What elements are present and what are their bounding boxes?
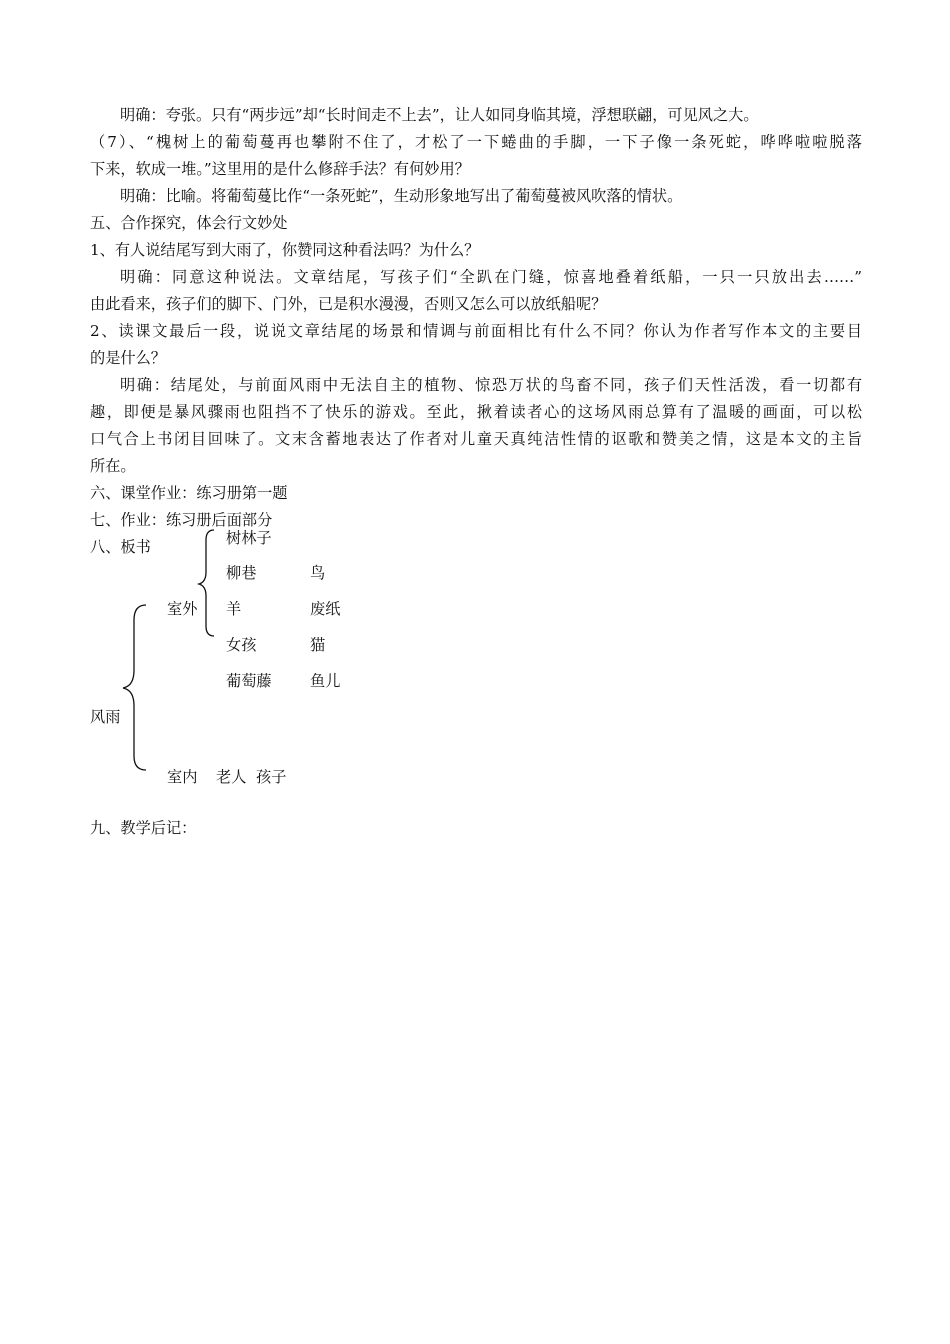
board-item-fish: 鱼儿 [310, 672, 341, 690]
section-7-heading: 七、作业：练习册后面部分 [90, 511, 273, 529]
question-7-line-1: （7）、“槐树上的葡萄蔓再也攀附不住了，才松了一下蜷曲的手脚，一下子像一条死蛇，哗哗啦啦脱落 [90, 133, 862, 151]
board-item-cat: 猫 [310, 636, 326, 654]
board-item-waste-paper: 废纸 [310, 600, 341, 618]
question-1: 1、有人说结尾写到大雨了，你赞同这种看法吗？为什么？ [90, 241, 480, 259]
answer-3-line-2: 由此看来，孩子们的脚下、门外，已是积水漫漫，否则又怎么可以放纸船呢？ [90, 295, 607, 313]
board-root-label: 风雨 [90, 708, 121, 726]
section-9-heading: 九、教学后记： [90, 819, 197, 837]
answer-4-line-4: 所在。 [90, 457, 136, 475]
board-indoor-items: 老人 孩子 [216, 768, 287, 786]
board-item-sheep: 羊 [226, 600, 242, 618]
answer-paragraph-1: 明确：夸张。只有“两步远”却“长时间走不上去”，让人如同身临其境，浮想联翩，可见风之大。 [120, 106, 759, 124]
answer-4-line-2: 趣，即便是暴风骤雨也阻挡不了快乐的游戏。至此，揪着读者心的这场风雨总算有了温暖的画面，可以松 [90, 403, 862, 421]
board-item-willow-lane: 柳巷 [226, 564, 257, 582]
board-item-grapevine: 葡萄藤 [226, 672, 272, 690]
small-brace [199, 530, 214, 636]
answer-paragraph-2: 明确：比喻。将葡萄蔓比作“一条死蛇”，生动形象地写出了葡萄蔓被风吹落的情状。 [120, 187, 683, 205]
section-5-heading: 五、合作探究，体会行文妙处 [90, 214, 288, 232]
answer-4-line-3: 口气合上书闭目回味了。文末含蓄地表达了作者对儿童天真纯洁性情的讴歌和赞美之情，这是本文的主旨 [90, 430, 862, 448]
answer-3-line-1: 明确：同意这种说法。文章结尾，写孩子们“全趴在门缝，惊喜地叠着纸船，一只一只放出去……” [120, 268, 862, 286]
question-2-line-1: 2、读课文最后一段，说说文章结尾的场景和情调与前面相比有什么不同？你认为作者写作本文的主要目 [90, 322, 862, 340]
question-2-line-2: 的是什么？ [90, 349, 166, 367]
board-outdoor-label: 室外 [167, 600, 198, 618]
board-item-bird: 鸟 [310, 564, 326, 582]
board-item-girl: 女孩 [226, 636, 257, 654]
board-indoor-label: 室内 [167, 768, 198, 786]
question-7-line-2: 下来，软成一堆。”这里用的是什么修辞手法？有何妙用？ [90, 160, 470, 178]
board-item-trees: 树林子 [226, 529, 272, 547]
section-8-heading: 八、板书 [90, 538, 151, 556]
answer-4-line-1: 明确：结尾处，与前面风雨中无法自主的植物、惊恐万状的鸟畜不同，孩子们天性活泼，看一切都有 [120, 376, 862, 394]
big-brace [123, 605, 146, 770]
section-6-heading: 六、课堂作业：练习册第一题 [90, 484, 288, 502]
